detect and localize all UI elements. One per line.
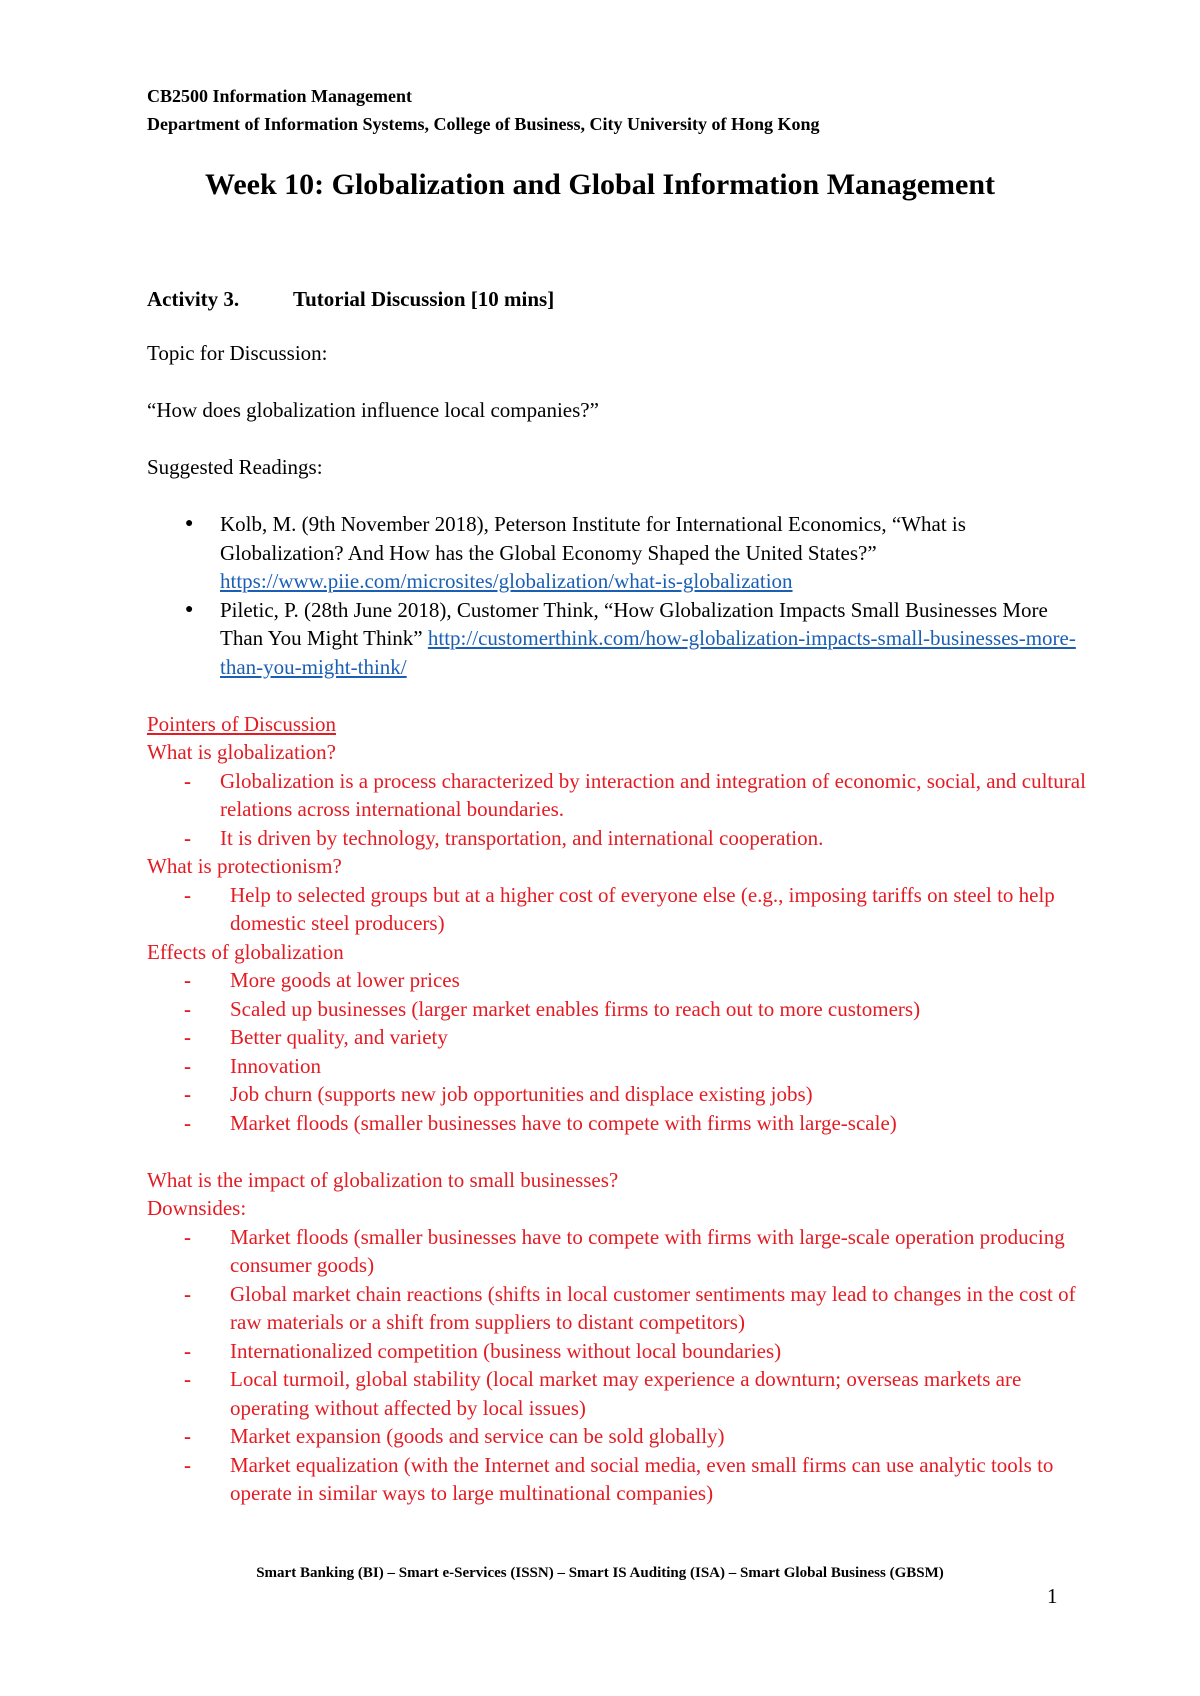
readings-label: Suggested Readings: bbox=[147, 455, 323, 479]
topic-question: “How does globalization influence local companies?” bbox=[147, 398, 599, 422]
list-item: - Scaled up businesses (larger market enables firms to reach out to more customers) bbox=[147, 995, 1087, 1024]
list-item: - Local turmoil, global stability (local market may experience a downturn; overseas markets are operating without affected by local issues) bbox=[147, 1365, 1087, 1422]
course-title: CB2500 Information Management bbox=[147, 86, 412, 106]
page-footer: Smart Banking (BI) – Smart e-Services (ISSN) – Smart IS Auditing (ISA) – Smart Global Business (GBSM) bbox=[256, 1565, 944, 1581]
question-protectionism: What is protectionism? bbox=[147, 854, 342, 878]
list-item: - Market floods (smaller businesses have to compete with firms with large-scale) bbox=[147, 1109, 1087, 1138]
list-item: - Help to selected groups but at a higher cost of everyone else (e.g., imposing tariffs on steel to help domestic steel producers) bbox=[147, 881, 1087, 938]
list-item: - Market floods (smaller businesses have to compete with firms with large-scale operation producing consumer goods) bbox=[147, 1223, 1087, 1280]
downsides-list bbox=[147, 1223, 1087, 1508]
reading-citation: Piletic, P. (28th June 2018), Customer Think, “How Globalization Impacts Small Businesses More Than You Might Think” bbox=[220, 597, 1048, 650]
list-item: - Market expansion (goods and service can be sold globally) bbox=[147, 1422, 1087, 1451]
page-number: 1 bbox=[1047, 1584, 1058, 1608]
list-item: - Job churn (supports new job opportunities and displace existing jobs) bbox=[147, 1080, 1087, 1109]
topic-label: Topic for Discussion: bbox=[147, 341, 328, 365]
pointers-heading: Pointers of Discussion bbox=[147, 711, 336, 736]
reading-citation: Kolb, M. (9th November 2018), Peterson Institute for International Economics, “What is Globalization? And How has the Global Economy Shaped the United States?” bbox=[220, 512, 966, 565]
department-line: Department of Information Systems, College of Business, City University of Hong Kong bbox=[147, 114, 820, 134]
list-item: - Innovation bbox=[147, 1052, 1087, 1081]
list-item: - More goods at lower prices bbox=[147, 966, 1087, 995]
list-item: - Better quality, and variety bbox=[147, 1023, 1087, 1052]
list-item: - Market equalization (with the Internet and social media, even small firms can use analytic tools to operate in similar ways to large multinational companies) bbox=[147, 1451, 1087, 1508]
pointers-section bbox=[147, 710, 1087, 1508]
list-item: - Internationalized competition (business without local boundaries) bbox=[147, 1337, 1087, 1366]
effects-list bbox=[147, 966, 1087, 1137]
activity-number: Activity 3. bbox=[147, 287, 240, 311]
downsides-label: Downsides: bbox=[147, 1196, 247, 1220]
globalization-list bbox=[147, 767, 1087, 853]
protectionism-list bbox=[147, 881, 1087, 938]
page-header bbox=[147, 82, 819, 138]
list-item: - Global market chain reactions (shifts in local customer sentiments may lead to changes in the cost of raw materials or a shift from suppliers to distant competitors) bbox=[147, 1280, 1087, 1337]
reading-item bbox=[147, 510, 1087, 596]
question-small-business: What is the impact of globalization to small businesses? bbox=[147, 1167, 619, 1192]
list-item: - It is driven by technology, transportation, and international cooperation. bbox=[147, 824, 1087, 853]
effects-heading: Effects of globalization bbox=[147, 939, 344, 964]
question-globalization: What is globalization? bbox=[147, 740, 336, 764]
reading-link[interactable]: http://customerthink.com/how-globalization-impacts-small-businesses-more-than-you-might-think/ bbox=[220, 626, 1076, 679]
page-title: Week 10: Globalization and Global Information Management bbox=[204, 168, 996, 201]
reading-link[interactable]: https://www.piie.com/microsites/globalization/what-is-globalization bbox=[220, 569, 793, 593]
document-body bbox=[147, 339, 1087, 1508]
readings-list bbox=[147, 510, 1087, 681]
activity-name: Tutorial Discussion [10 mins] bbox=[293, 287, 555, 311]
reading-item bbox=[147, 596, 1087, 682]
activity-heading bbox=[147, 287, 554, 312]
list-item: - Globalization is a process characterized by interaction and integration of economic, social, and cultural relations across international boundaries. bbox=[147, 767, 1087, 824]
